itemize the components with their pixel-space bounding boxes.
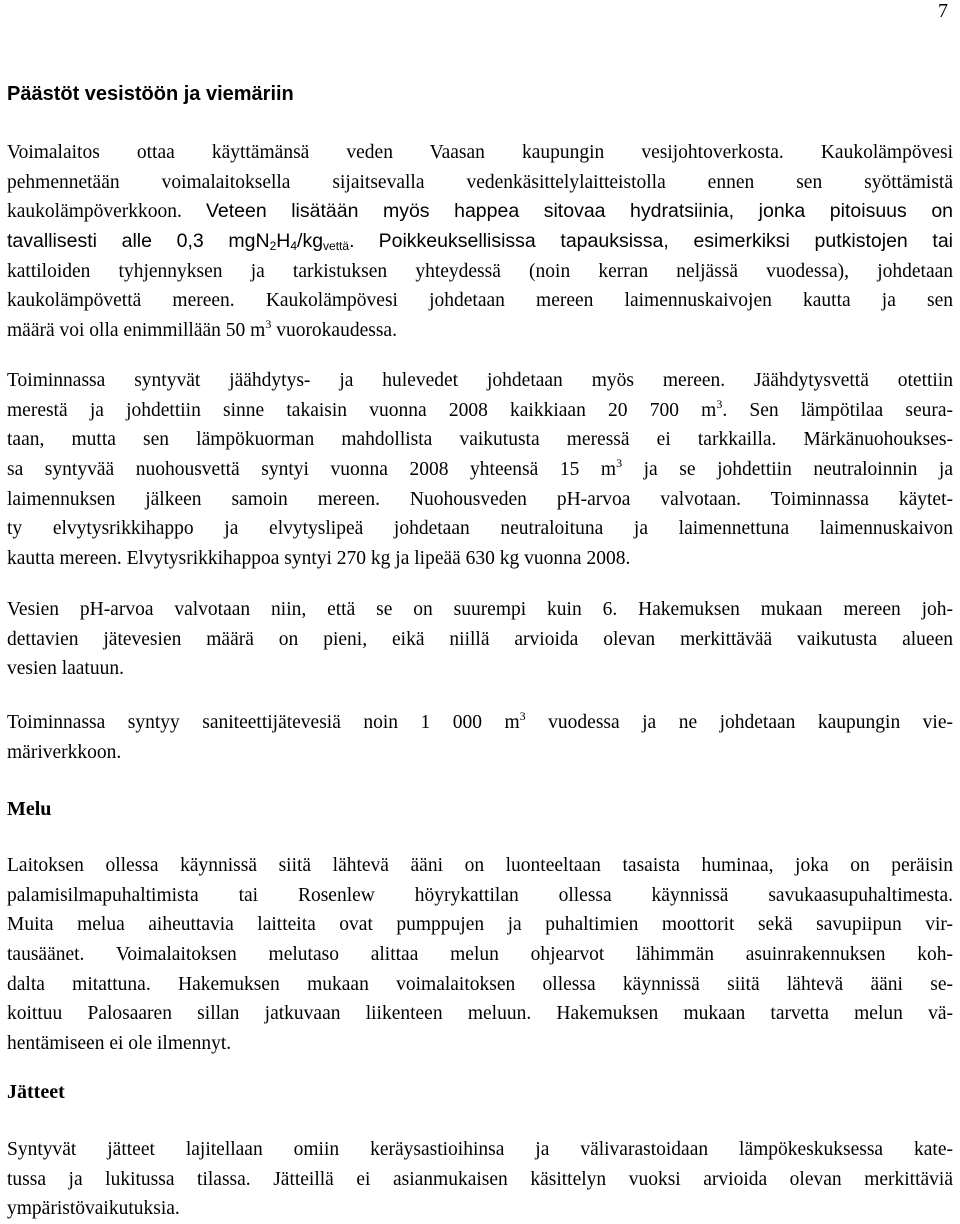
text-run: määrä voi olla enimmillään 50 m: [7, 320, 266, 342]
text-line: Syntyvät jätteet lajitellaan omiin keräysastioihinsa ja välivarastoidaan lämpökeskuksessa kate-: [7, 1139, 953, 1160]
superscript: 3: [519, 709, 526, 723]
text-line: tussa ja lukitussa tilassa. Jätteillä ei asianmukaisen käsittelyn vuoksi arvioida olevan merkittäviä: [7, 1168, 953, 1190]
text-line: tausäänet. Voimalaitoksen melutaso alittaa melun ohjearvot lähimmän asuinrakennuksen koh-: [7, 944, 953, 966]
text-line: kaukolämpövettä mereen. Kaukolämpövesi johdetaan mereen laimennuskaivojen kautta ja sen: [7, 290, 953, 312]
superscript: 3: [265, 317, 272, 332]
text-line: Vesien pH-arvoa valvotaan niin, että se on suurempi kuin 6. Hakemuksen mukaan mereen joh-: [7, 599, 953, 620]
paragraph-noise: [7, 851, 953, 1059]
text-line: [7, 227, 953, 257]
text-run: tavallisesti alle 0,3 mgN: [7, 230, 270, 253]
text-line: taan, mutta sen lämpökuorman mahdollista vaikutusta meressä ei tarkkailla. Märkänuohoukses-: [7, 429, 953, 451]
subscript: 4: [290, 239, 298, 254]
text-run: vuodessa ja ne johdetaan kaupungin vie-: [525, 712, 953, 733]
text-line: dalta mitattuna. Hakemuksen mukaan voimalaitoksen ollessa käynnissä siitä lähtevä ääni se-: [7, 973, 953, 995]
text-run: /kg: [297, 230, 324, 253]
text-run: Toiminnassa syntyy saniteettijätevesiä noin 1 000 m: [7, 712, 520, 733]
text-run: kaukolämpöverkkoon.: [7, 201, 182, 223]
text-line: koittuu Palosaaren sillan jatkuvaan liikenteen meluun. Hakemuksen mukaan tarvetta melun vä-: [7, 1003, 953, 1025]
text-run: . Sen lämpötilaa seura-: [722, 399, 953, 421]
text-run: H: [276, 230, 291, 253]
text-line: kautta mereen. Elvytysrikkihappoa syntyi 270 kg ja lipeää 630 kg vuonna 2008.: [7, 548, 631, 570]
paragraph-cooling-water: [7, 366, 953, 574]
superscript: 3: [716, 396, 723, 411]
text-line: laimennuksen jälkeen samoin mereen. Nuohousveden pH-arvoa valvotaan. Toiminnassa käytet-: [7, 488, 953, 510]
text-line: pehmennetään voimalaitoksella sijaitsevalla vedenkäsittelylaitteistolla ennen sen syöttämistä: [7, 171, 953, 193]
text-line: märiverkkoon.: [7, 741, 122, 763]
text-run: Poikkeuksellisissa tapauksissa, esimerkiksi putkistojen tai: [378, 230, 954, 253]
paragraph-sanitary-water: [7, 708, 953, 767]
subscript: 2: [269, 239, 277, 254]
paragraph-waste: [7, 1135, 953, 1224]
text-run: Veteen lisätään myös happea sitovaa hydratsiinia, jonka pitoisuus on: [205, 200, 954, 223]
paragraph-ph-value: [7, 595, 953, 684]
text-line: [7, 455, 953, 485]
text-run: .: [349, 230, 355, 253]
text-run: sa syntyvää nuohousvettä syntyi vuonna 2008 yhteensä 15 m: [7, 459, 617, 481]
paragraph-water-use: [7, 138, 953, 346]
text-run: vuorokaudessa.: [271, 320, 397, 342]
text-line: Toiminnassa syntyvät jäähdytys- ja hulevedet johdetaan myös mereen. Jäähdytysvettä otettiin: [7, 370, 953, 391]
subscript: vettä: [323, 239, 350, 254]
text-line: dettavien jätevesien määrä on pieni, eikä niillä arvioida olevan merkittävää vaikutusta alueen: [7, 628, 953, 650]
text-line: vesien laatuun.: [7, 658, 124, 680]
text-line: Voimalaitos ottaa käyttämänsä veden Vaasan kaupungin vesijohtoverkosta. Kaukolämpövesi: [7, 142, 953, 163]
section-heading-waste: Jätteet: [7, 1081, 65, 1103]
text-line: ty elvytysrikkihappo ja elvytyslipeä johdetaan neutraloituna ja laimennettuna laimennuskaivon: [7, 518, 953, 540]
text-line: kattiloiden tyhjennyksen ja tarkistuksen yhteydessä (noin kerran neljässä vuodessa), johdetaan: [7, 260, 953, 282]
page-number: 7: [938, 0, 948, 22]
text-line: Muita melua aiheuttavia laitteita ovat pumppujen ja puhaltimien moottorit sekä savupiipun vir-: [7, 914, 953, 936]
text-line: palamisilmapuhaltimista tai Rosenlew höyrykattilan ollessa käynnissä savukaasupuhaltimesta.: [7, 884, 953, 906]
text-line: [7, 316, 953, 346]
text-line: hentämiseen ei ole ilmennyt.: [7, 1033, 232, 1055]
text-run: ja se johdettiin neutraloinnin ja: [622, 459, 954, 481]
superscript: 3: [616, 456, 623, 471]
text-line: [7, 396, 953, 426]
text-line: Laitoksen ollessa käynnissä siitä lähtevä ääni on luonteeltaan tasaista huminaa, joka on peräisin: [7, 855, 953, 876]
text-run: [7, 230, 354, 252]
text-line: [7, 197, 953, 227]
text-line: [7, 708, 953, 738]
section-heading-noise: Melu: [7, 798, 52, 820]
text-line: ympäristövaikutuksia.: [7, 1198, 180, 1220]
text-run: merestä ja johdettiin sinne takaisin vuonna 2008 kaikkiaan 20 700 m: [7, 399, 717, 421]
section-heading-emissions: Päästöt vesistöön ja viemäriin: [7, 83, 294, 105]
